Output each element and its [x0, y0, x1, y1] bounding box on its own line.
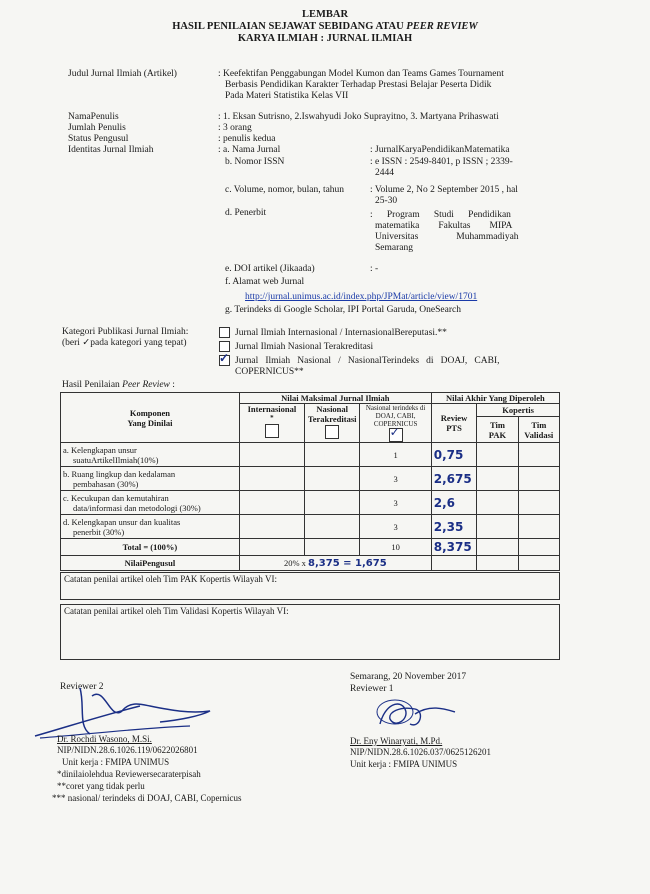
- pengusul-row: [61, 556, 560, 571]
- header-tim-validasi: Tim Validasi: [518, 417, 559, 443]
- reviewer1-signature: [360, 684, 470, 740]
- table-row: [61, 467, 560, 491]
- header-nilai-akhir: Nilai Akhir Yang Diperoleh: [431, 393, 559, 404]
- header-nasional: Nasional Terakreditasi: [304, 404, 359, 443]
- status-value: : penulis kedua: [218, 134, 276, 144]
- journal-b-value-2: 2444: [375, 168, 394, 178]
- journal-c-value-2: 25-30: [375, 196, 398, 206]
- journal-g-label: g. Terindeks di Google Scholar, IPI Portal Garuda, OneSearch: [225, 305, 461, 315]
- header-internasional: Internasional *: [239, 404, 304, 443]
- reviewer2-name: Dr. Rochdi Wasono, M.Si.: [57, 734, 152, 744]
- journal-a-label: : a. Nama Jurnal: [218, 145, 281, 155]
- journal-c-label: c. Volume, nomor, bulan, tahun: [225, 185, 345, 195]
- category-label-2: (beri ✓pada kategori yang tepat): [62, 338, 187, 348]
- checkbox-nasional[interactable]: [325, 425, 339, 439]
- author-value: : 1. Eksan Sutrisno, 2.Iswahyudi Joko Suprayitno, 3. Martyana Prihaswati: [218, 112, 499, 122]
- title-value-1: : Keefektifan Penggabungan Model Kumon dan Teams Games Tournament: [218, 69, 504, 79]
- reviewer1-date: Semarang, 20 November 2017: [350, 672, 467, 682]
- reviewer1-title: Reviewer 1: [350, 684, 394, 694]
- row-max: 1: [360, 443, 431, 467]
- journal-d-value-4: Semarang: [375, 243, 413, 253]
- journal-d-value-3: Universitas Muhammadiyah: [375, 232, 519, 242]
- row-komponen: a. Kelengkapan unsur suatuArtikelIlmiah(10%): [61, 443, 240, 467]
- table-row: [61, 443, 560, 467]
- doc-heading-line3: KARYA ILMIAH : JURNAL ILMIAH: [237, 33, 413, 44]
- journal-url-link[interactable]: http://jurnal.unimus.ac.id/index.php/JPMat/article/view/1701: [245, 292, 478, 302]
- category-checkbox-intl[interactable]: [219, 327, 230, 338]
- row-max: 3: [360, 467, 431, 491]
- row-review-pts: 2,35: [431, 515, 476, 539]
- row-komponen: d. Kelengkapan unsur dan kualitas penerbit (30%): [61, 515, 240, 539]
- title-value-2: Berbasis Pendidikan Karakter Terhadap Prestasi Belajar Peserta Didik: [225, 80, 492, 90]
- footnote-1: *dinilaiolehdua Reviewersecaraterpisah: [57, 769, 201, 779]
- row-review-pts: 2,6: [431, 491, 476, 515]
- journal-d-value-2: matematika Fakultas MIPA: [375, 221, 513, 231]
- header-review-pts: Review PTS: [431, 404, 476, 443]
- header-terindeks: Nasional terindeks di DOAJ, CABI, COPERNICUS ✓: [360, 404, 431, 443]
- reviewer1-name: Dr. Eny Winaryati, M.Pd.: [350, 736, 443, 746]
- count-label: Jumlah Penulis: [68, 123, 126, 133]
- row-max: 3: [360, 491, 431, 515]
- category-opt-terindeks-2: COPERNICUS**: [235, 367, 304, 377]
- category-check-mark: ✓: [219, 351, 230, 365]
- row-komponen: b. Ruang lingkup dan kedalaman pembahasan (30%): [61, 467, 240, 491]
- notes-tim-pak[interactable]: Catatan penilai artikel oleh Tim PAK Kopertis Wilayah VI:: [60, 572, 560, 600]
- checkbox-internasional[interactable]: [265, 424, 279, 438]
- header-komponen: Komponen Yang Dinilai: [61, 393, 240, 443]
- journal-a-value: : JurnalKaryaPendidikanMatematika: [370, 145, 510, 155]
- journal-b-value-1: : e ISSN : 2549-8401, p ISSN ; 2339-: [370, 157, 513, 167]
- journal-d-label: d. Penerbit: [225, 208, 267, 218]
- reviewer1-nip: NIP/NIDN.28.6.1026.037/0625126201: [350, 747, 491, 757]
- row-review-pts: 0,75: [431, 443, 476, 467]
- doc-heading-line1: LEMBAR: [301, 9, 349, 20]
- review-caption: Hasil Penilaian Peer Review :: [62, 380, 175, 390]
- footnote-2: **coret yang tidak perlu: [57, 781, 145, 791]
- journal-f-label: f. Alamat web Jurnal: [225, 277, 305, 287]
- header-tim-pak: Tim PAK: [477, 417, 518, 443]
- total-max: 10: [360, 539, 431, 556]
- heading-peer-review: PEER REVIEW: [406, 21, 478, 32]
- journal-id-label: Identitas Jurnal Ilmiah: [68, 145, 154, 155]
- pengusul-value: 20% x 8,375 = 1,675: [239, 556, 431, 571]
- total-row: [61, 539, 560, 556]
- table-row: [61, 491, 560, 515]
- review-table: [60, 392, 560, 571]
- reviewer2-unit: Unit kerja : FMIPA UNIMUS: [62, 757, 170, 767]
- reviewer1-unit: Unit kerja : FMIPA UNIMUS: [350, 759, 458, 769]
- reviewer2-nip: NIP/NIDN.28.6.1026.119/0622026801: [57, 745, 198, 755]
- journal-e-label: e. DOI artikel (Jikaada): [225, 264, 315, 274]
- doc-heading-line2: HASIL PENILAIAN SEJAWAT SEBIDANG ATAU PEER REVIEW: [172, 21, 478, 32]
- footnote-3: *** nasional/ terindeks di DOAJ, CABI, Copernicus: [52, 793, 242, 803]
- table-row: [61, 515, 560, 539]
- category-opt-terindeks-1: Jurnal Ilmiah Nasional / NasionalTerindeks di DOAJ, CABI,: [235, 356, 500, 366]
- journal-b-label: b. Nomor ISSN: [225, 157, 285, 167]
- row-komponen: c. Kecukupan dan kemutahiran data/informasi dan metodologi (30%): [61, 491, 240, 515]
- category-opt-nasional: Jurnal Ilmiah Nasional Terakreditasi: [235, 342, 374, 352]
- journal-e-value: : -: [370, 264, 379, 274]
- category-label-1: Kategori Publikasi Jurnal Ilmiah:: [62, 327, 189, 337]
- title-label: Judul Jurnal Ilmiah (Artikel): [68, 69, 177, 79]
- checkbox-terindeks[interactable]: ✓: [389, 428, 403, 442]
- status-label: Status Pengusul: [68, 134, 129, 144]
- pengusul-label: NilaiPengusul: [61, 556, 240, 571]
- journal-d-value-1: : Program Studi Pendidikan: [370, 210, 511, 220]
- category-opt-intl: Jurnal Ilmiah Internasional / InternasionalBereputasi.**: [235, 328, 447, 338]
- total-review-pts: 8,375: [431, 539, 476, 556]
- journal-c-value-1: : Volume 2, No 2 September 2015 , hal: [370, 185, 518, 195]
- row-max: 3: [360, 515, 431, 539]
- header-kopertis: Kopertis: [477, 404, 560, 417]
- reviewer2-title: Reviewer 2: [60, 682, 104, 692]
- count-value: : 3 orang: [218, 123, 252, 133]
- row-review-pts: 2,675: [431, 467, 476, 491]
- total-label: Total = (100%): [61, 539, 240, 556]
- author-label: NamaPenulis: [68, 112, 119, 122]
- header-nilai-maks: Nilai Maksimal Jurnal Ilmiah: [239, 393, 431, 404]
- notes-tim-validasi[interactable]: Catatan penilai artikel oleh Tim Validasi Kopertis Wilayah VI:: [60, 604, 560, 660]
- title-value-3: Pada Materi Statistika Kelas VII: [225, 91, 349, 101]
